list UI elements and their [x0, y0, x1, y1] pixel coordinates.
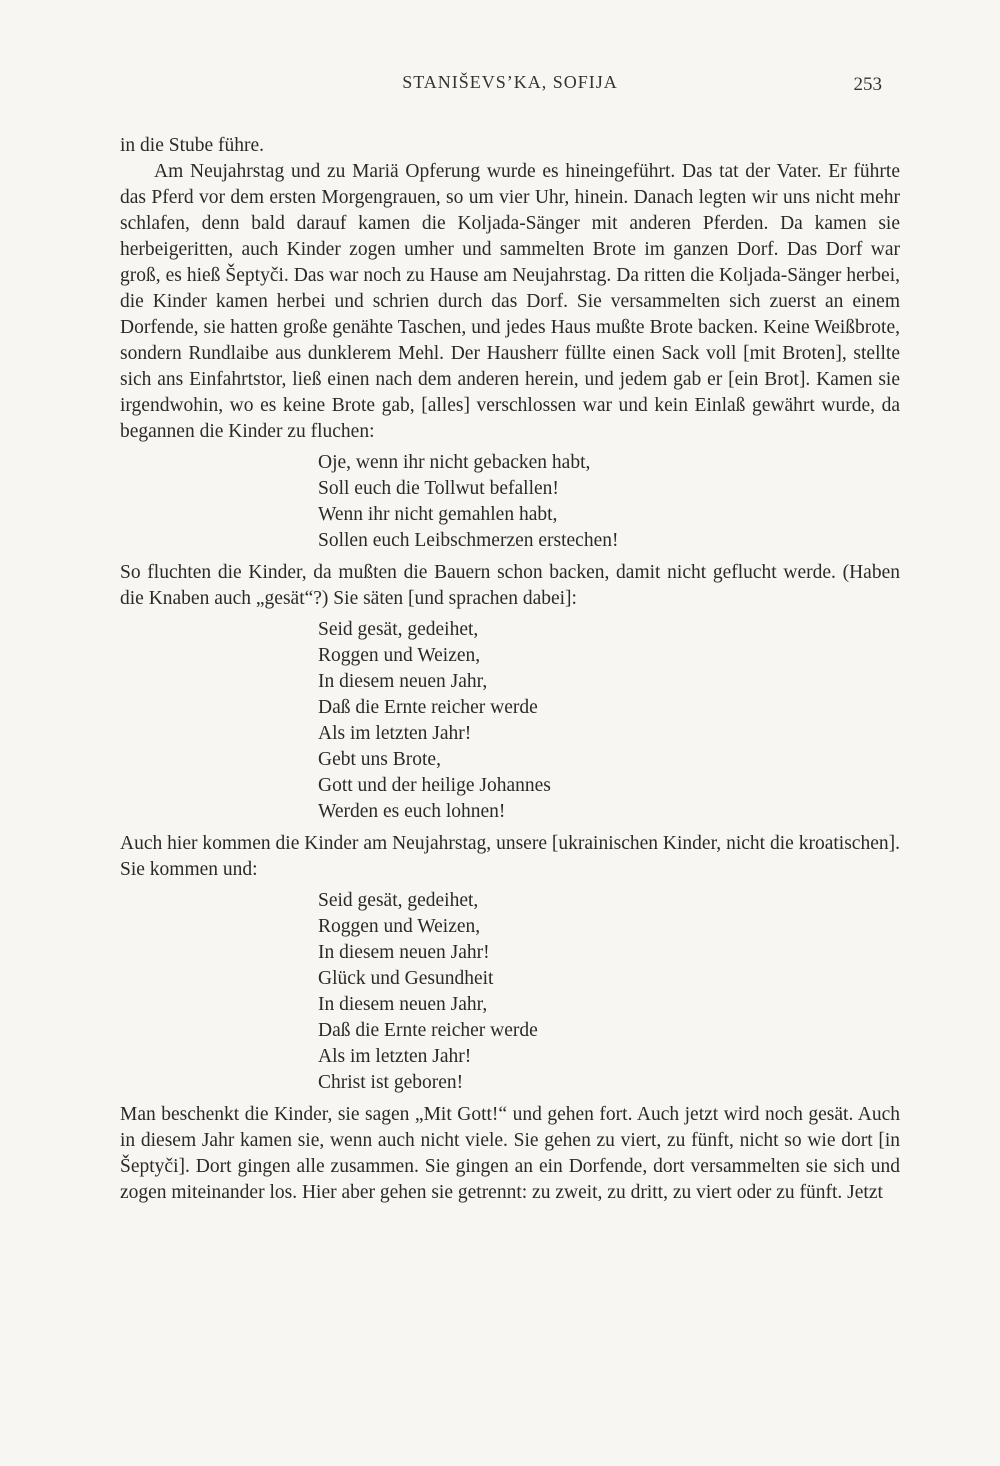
verse-line: In diesem neuen Jahr, — [318, 994, 488, 1015]
verse-line: Gott und der heilige Johannes — [318, 775, 551, 796]
verse-line: In diesem neuen Jahr! — [318, 942, 490, 963]
running-head — [120, 72, 900, 100]
paragraph-3: So fluchten die Kinder, da mußten die Bauern schon backen, damit nicht geflucht werde. (Haben die Knaben auch „gesät“?) Sie säten [und sprachen dabei]: — [120, 562, 900, 609]
verse-line: Daß die Ernte reicher werde — [318, 697, 538, 718]
verse-line: Daß die Ernte reicher werde — [318, 1020, 538, 1041]
verse-line: Roggen und Weizen, — [318, 916, 481, 937]
paragraph-2: Am Neujahrstag und zu Mariä Opferung wurde es hineingeführt. Das tat der Vater. Er führte das Pferd vor dem ersten Morgengrauen, so um vier Uhr, hinein. Danach legten wir uns nicht mehr schlafen, denn bald darauf kamen die Koljada-Sänger mit anderen Pferden. Da kamen sie herbeigeritten, auch Kinder zogen umher und sammelten Brote im ganzen Dorf. Das Dorf war groß, es hieß Šeptyči. Das war noch zu Hause am Neujahrstag. Da ritten die Koljada-Sänger herbei, die Kinder kamen herbei und schrien durch das Dorf. Sie versammelten sich zuerst an einem Dorfende, sie hatten große genähte Taschen, und jedes Haus mußte Brote backen. Keine Weißbrote, sondern Rundlaibe aus dunklerem Mehl. Der Hausherr füllte einen Sack voll [mit Broten], stellte sich ans Einfahrtstor, ließ einen nach dem anderen herein, und jedem gab er [ein Brot]. Kamen sie irgendwohin, wo es keine Brote gab, [alles] verschlossen war und kein Einlaß gewährt wurde, da begannen die Kinder zu fluchen: — [120, 161, 900, 442]
paragraph-5: Man beschenkt die Kinder, sie sagen „Mit Gott!“ und gehen fort. Auch jetzt wird noch gesät. Auch in diesem Jahr kamen sie, wenn auch nicht viele. Sie gehen zu viert, zu fünft, nicht so wie dort [in Šeptyči]. Dort gingen alle zusammen. Sie gingen an ein Dorfende, dort versammelten sie sich und zogen miteinander los. Hier aber gehen sie getrennt: zu zweit, zu dritt, zu viert oder zu fünft. Jetzt — [120, 1104, 900, 1203]
verse-line: Glück und Gesundheit — [318, 968, 494, 989]
verse-line: Roggen und Weizen, — [318, 645, 481, 666]
verse-line: Als im letzten Jahr! — [318, 723, 472, 744]
page-number: 253 — [853, 74, 882, 95]
verse-line: Sollen euch Leibschmerzen erstechen! — [318, 530, 619, 551]
verse-line: Seid gesät, gedeihet, — [318, 619, 479, 640]
running-title: STANIŠEVS’KA, SOFIJA — [402, 72, 618, 92]
verse-sowing-2 — [318, 888, 900, 1096]
paragraph-1: in die Stube führe. — [120, 135, 265, 156]
body-text — [120, 133, 900, 1206]
paragraph-4: Auch hier kommen die Kinder am Neujahrstag, unsere [ukrainischen Kinder, nicht die kroatischen]. Sie kommen und: — [120, 833, 900, 880]
verse-line: Christ ist geboren! — [318, 1072, 464, 1093]
verse-line: Werden es euch lohnen! — [318, 801, 506, 822]
verse-line: Seid gesät, gedeihet, — [318, 890, 479, 911]
verse-line: Soll euch die Tollwut befallen! — [318, 478, 559, 499]
verse-line: Gebt uns Brote, — [318, 749, 441, 770]
verse-line: Wenn ihr nicht gemahlen habt, — [318, 504, 558, 525]
verse-line: In diesem neuen Jahr, — [318, 671, 488, 692]
verse-sowing-1 — [318, 617, 900, 825]
verse-curse — [318, 450, 900, 554]
verse-line: Als im letzten Jahr! — [318, 1046, 472, 1067]
verse-line: Oje, wenn ihr nicht gebacken habt, — [318, 452, 591, 473]
